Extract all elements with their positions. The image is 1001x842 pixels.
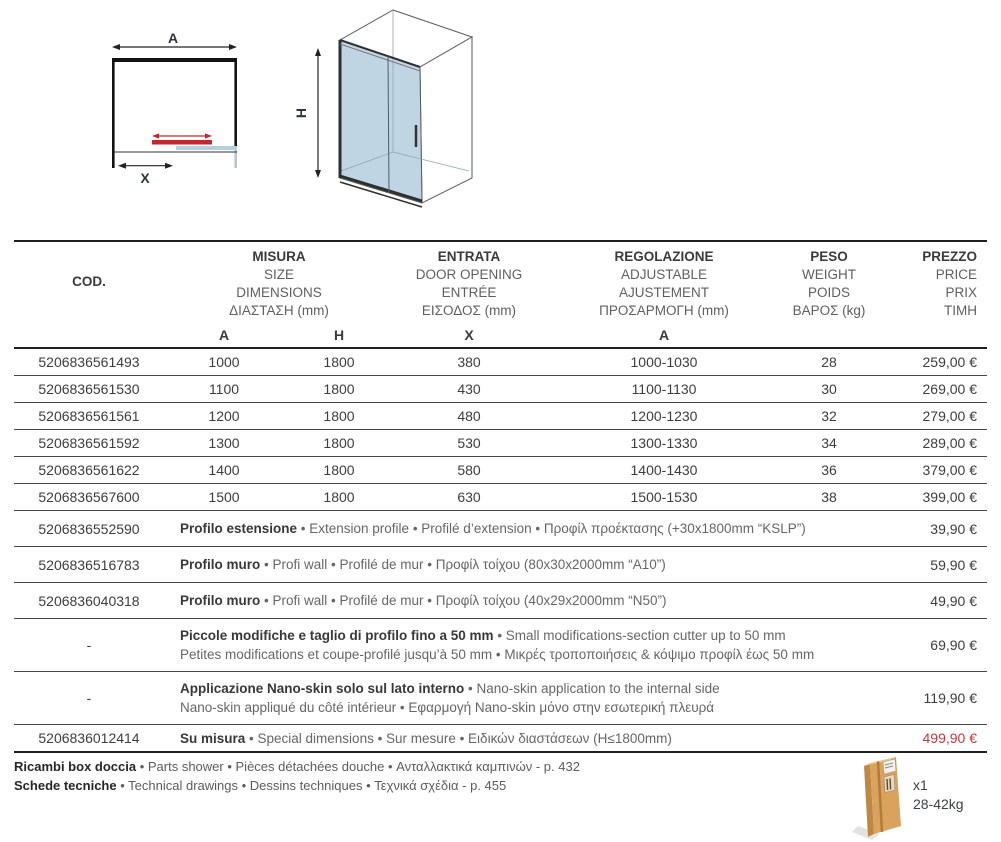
cell-price: 379,00 € xyxy=(922,462,977,478)
cell-description: Su misura • Special dimensions • Sur mesure • Ειδικών διαστάσεων (H≤1800mm) xyxy=(180,730,672,746)
cell-code: 5206836567600 xyxy=(38,489,140,505)
accessory-row xyxy=(14,547,987,583)
footnote-schede: Schede tecniche • Technical drawings • Dessins techniques • Τεχνικά σχέδια - p. 455 xyxy=(14,778,507,793)
isometric-door-diagram xyxy=(292,5,492,215)
package-quantity: x1 xyxy=(913,777,928,793)
subheader-h: H xyxy=(333,326,345,343)
table-row: 5206836561493 1000 1800 380 1000-1030 28 259,00 € xyxy=(14,349,987,376)
cell-price: 49,90 € xyxy=(930,592,977,609)
header-cod: COD. xyxy=(72,274,106,289)
cell-price: 269,00 € xyxy=(922,381,977,397)
cell-code: 5206836516783 xyxy=(38,556,140,573)
cell-code: 5206836561622 xyxy=(38,462,140,478)
cell-price: 39,90 € xyxy=(930,520,977,537)
cell-price: 69,90 € xyxy=(930,637,977,653)
plan-view-diagram xyxy=(92,26,262,191)
table-subheader xyxy=(14,322,987,349)
cell-code: 5206836012414 xyxy=(38,730,140,746)
footnotes xyxy=(14,757,580,795)
service-row xyxy=(14,619,987,672)
cell-code: 5206836552590 xyxy=(38,520,140,537)
fixed-panel-blue-bar xyxy=(176,146,237,150)
cell-price: 279,00 € xyxy=(922,408,977,424)
table-row: 5206836567600 1500 1800 630 1500-1530 38 399,00 € xyxy=(14,484,987,511)
dimension-a-label: A xyxy=(167,30,179,46)
header-regolazione: REGOLAZIONE ADJUSTABLE AJUSTEMENT ΠΡΟΣΑΡΜΟΓΗ (mm) xyxy=(599,249,729,318)
table-row: 5206836561622 1400 1800 580 1400-1430 36 379,00 € xyxy=(14,457,987,484)
package-info xyxy=(913,776,964,814)
dimension-h-label: H xyxy=(293,107,309,119)
dimension-h-arrow xyxy=(315,48,321,178)
cell-code: - xyxy=(86,637,92,653)
cell-description: Piccole modifiche e taglio di profilo fino a 50 mm • Small modifications-section cutter up to 50 mm Petites modifications et coupe-profilé jusqu’à 50 mm • Μικρές τροποποιήσεις & κόψιμο προφίλ έως 50 mm xyxy=(180,628,815,662)
cell-code: 5206836561561 xyxy=(38,408,140,424)
subheader-x: X xyxy=(464,326,474,343)
custom-size-row xyxy=(14,725,987,751)
plan-walls xyxy=(112,58,237,168)
cell-code: 5206836561592 xyxy=(38,435,140,451)
cell-price: 59,90 € xyxy=(930,556,977,573)
header-entrata: ENTRATA DOOR OPENING ENTRÉE ΕΙΣΟΔΟΣ (mm) xyxy=(415,249,523,318)
cell-price: 119,90 € xyxy=(923,690,977,706)
service-row xyxy=(14,672,987,725)
cell-price: 289,00 € xyxy=(922,435,977,451)
cell-description: Profilo muro • Profi wall • Profilé de mur • Προφίλ τοίχου (40x29x2000mm “N50”) xyxy=(180,593,667,608)
header-peso: PESO WEIGHT POIDS ΒΑΡΟΣ (kg) xyxy=(792,249,866,318)
header-prezzo: PREZZO PRICE PRIX ΤΙΜΗ xyxy=(922,249,977,318)
cell-price: 259,00 € xyxy=(922,354,977,370)
dimension-x-label: X xyxy=(140,170,150,186)
cell-code: 5206836040318 xyxy=(38,592,140,609)
cell-description: Profilo muro • Profi wall • Profilé de mur • Προφίλ τοίχου (80x30x2000mm “A10”) xyxy=(180,557,666,572)
table-header xyxy=(14,242,987,322)
header-misura: MISURA SIZE DIMENSIONS ΔΙΑΣΤΑΣΗ (mm) xyxy=(229,249,329,318)
cell-code: - xyxy=(86,690,92,706)
table-row: 5206836561530 1100 1800 430 1100-1130 30 269,00 € xyxy=(14,376,987,403)
cell-price: 499,90 € xyxy=(922,730,977,746)
cell-code: 5206836561530 xyxy=(38,381,140,397)
footnote-ricambi: Ricambi box doccia • Parts shower • Pièces détachées douche • Ανταλλακτικά καμπινών - p. 432 xyxy=(14,759,580,774)
dimension-x-arrow xyxy=(118,163,173,169)
accessory-row xyxy=(14,583,987,619)
cell-price: 399,00 € xyxy=(922,489,977,505)
cell-description: Applicazione Nano-skin solo sul lato interno • Nano-skin application to the internal side Nano-skin appliqué du côté intérieur • Εφαρμογή Nano-skin μόνο στην εσωτερική πλευρά xyxy=(180,681,720,715)
package-weight: 28-42kg xyxy=(913,796,964,812)
table-row: 5206836561592 1300 1800 530 1300-1330 34 289,00 € xyxy=(14,430,987,457)
sliding-door-red-bar xyxy=(152,133,212,144)
subheader-a: A xyxy=(218,326,230,343)
table-row: 5206836561561 1200 1800 480 1200-1230 32 279,00 € xyxy=(14,403,987,430)
package-box-icon xyxy=(850,750,914,840)
subheader-reg-a: A xyxy=(658,326,670,343)
cell-code: 5206836561493 xyxy=(38,354,140,370)
accessory-row xyxy=(14,511,987,547)
cell-description: Profilo estensione • Extension profile • Profilé d’extension • Προφίλ προέκτασης (+30x1800mm “KSLP”) xyxy=(180,521,806,536)
price-table xyxy=(14,240,987,753)
